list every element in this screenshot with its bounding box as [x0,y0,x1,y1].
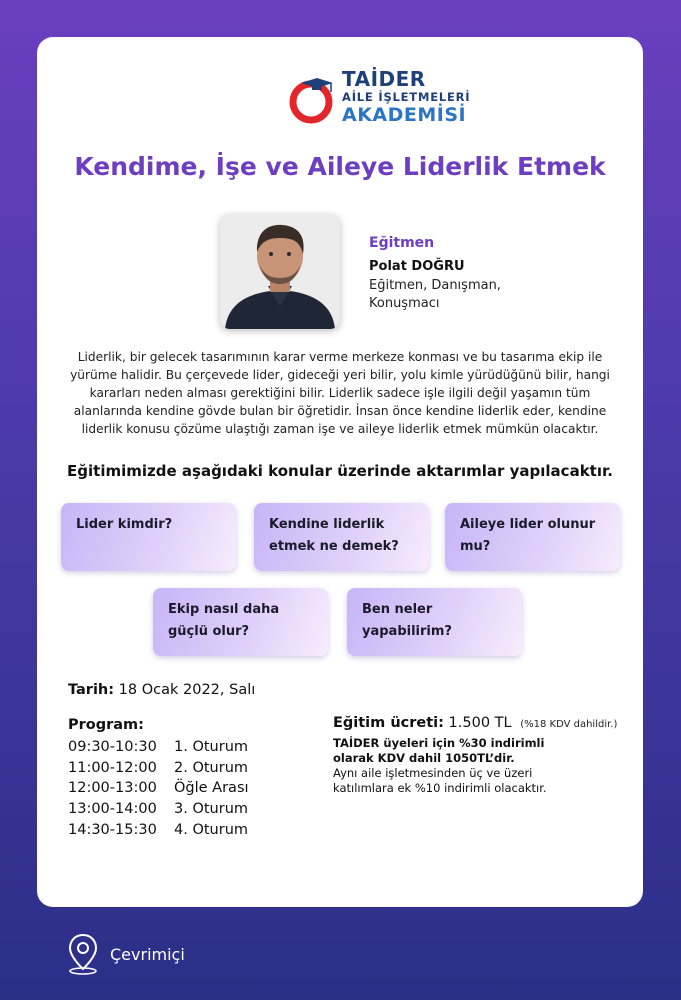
fee-value: 1.500 TL [448,715,512,731]
fee-vat-note: (%18 KDV dahildir.) [520,719,618,730]
member-discount [333,736,633,766]
logo-wordmark [342,69,470,125]
schedule-time: 13:00-14:00 [68,801,157,818]
topic-card-4 [153,588,328,656]
trainer-label: Eğitmen [369,235,435,251]
topics-heading: Eğitimimizde aşağıdaki konular üzerinde aktarımlar yapılacaktır. [67,462,613,480]
trainer-photo [220,214,340,329]
schedule-row [68,737,249,758]
topic-text: Ekip nasıl daha [168,602,280,617]
description-line: yürüme halidir. Bu çerçevede lider, gideceği yeri bilir, yolu kimle yürüdüğünü bilir, hangi [70,368,610,382]
trainer-role [369,277,589,313]
schedule-time: 11:00-12:00 [68,759,157,776]
member-discount-line-1: TAİDER üyeleri için %30 indirimli [333,736,545,750]
logo-line-2: AİLE İŞLETMELERİ [342,90,471,104]
schedule-time: 12:00-13:00 [68,780,157,797]
page-title: Kendime, İşe ve Aileye Liderlik Etmek [74,152,606,181]
location-text: Çevrimiçi [110,945,185,964]
description-line: liderlik konusu çözüme ulaştığı zaman işe ve aileye liderlik etmek mümkün olacaktır. [81,422,599,436]
trainer-role-line-2: Konuşmacı [369,296,440,311]
description-line: kararları neden alması gerektiğini bilir. Liderlik sadece işle ilgili değil yaşamın tüm [89,386,591,400]
date-value: 18 Ocak 2022, Salı [118,682,256,698]
topic-text: Lider kimdir? [76,517,173,532]
trainer-info [369,235,589,313]
topic-text: Ben neler [362,602,433,617]
schedule-row [68,758,249,779]
family-discount [333,766,633,796]
schedule-row [68,778,249,799]
description-line: Liderlik, bir gelecek tasarımının karar verme merkeze konması ve bu tasarıma ekip ile [77,350,603,364]
trainer-role-line-1: Eğitmen, Danışman, [369,278,501,293]
family-discount-line-2: katılımlara ek %10 indirimli olacaktır. [333,781,547,795]
date-label: Tarih: [68,682,115,698]
family-discount-line-1: Aynı aile işletmesinden üç ve üzeri [333,766,533,780]
logo-line-3: AKADEMİSİ [342,103,467,126]
event-card [37,37,643,907]
taider-logo [287,69,487,129]
schedule-session: 1. Oturum [174,739,249,755]
topic-card-2 [254,503,429,571]
schedule-row [68,799,249,820]
member-discount-line-2: olarak KDV dahil 1050TL’dir. [333,751,515,765]
logo-line-1: TAİDER [342,67,426,91]
program-heading: Program: [68,717,144,733]
topic-text: mu? [460,539,491,554]
schedule-session: 3. Oturum [174,801,249,818]
schedule-session: 2. Oturum [174,759,249,776]
schedule-session: 4. Oturum [174,821,249,838]
topic-text: etmek ne demek? [269,539,399,554]
trainer-name: Polat DOĞRU [369,259,465,274]
fee-info [333,715,633,796]
program-schedule [68,737,249,840]
logo-emblem-icon [287,75,339,127]
topic-card-3 [445,503,620,571]
schedule-session: Öğle Arası [174,780,249,797]
schedule-time: 14:30-15:30 [68,821,157,838]
description-line: alanlarında kendine gövde bulan bir öğretidir. İnsan önce kendine liderlik eder, kendine [73,404,607,418]
schedule-time: 09:30-10:30 [68,739,157,755]
schedule-row [68,820,249,841]
topic-card-1 [61,503,236,571]
fee-label: Eğitim ücreti: [333,715,444,731]
fee-line [333,715,633,731]
topic-card-5 [347,588,522,656]
topic-text: yapabilirim? [362,624,452,639]
event-date [68,682,255,698]
course-description [70,348,610,438]
topic-text: Kendine liderlik [269,517,385,532]
topic-text: güçlü olur? [168,624,250,639]
topic-text: Aileye lider olunur [460,517,596,532]
location-pin-icon [67,933,99,979]
